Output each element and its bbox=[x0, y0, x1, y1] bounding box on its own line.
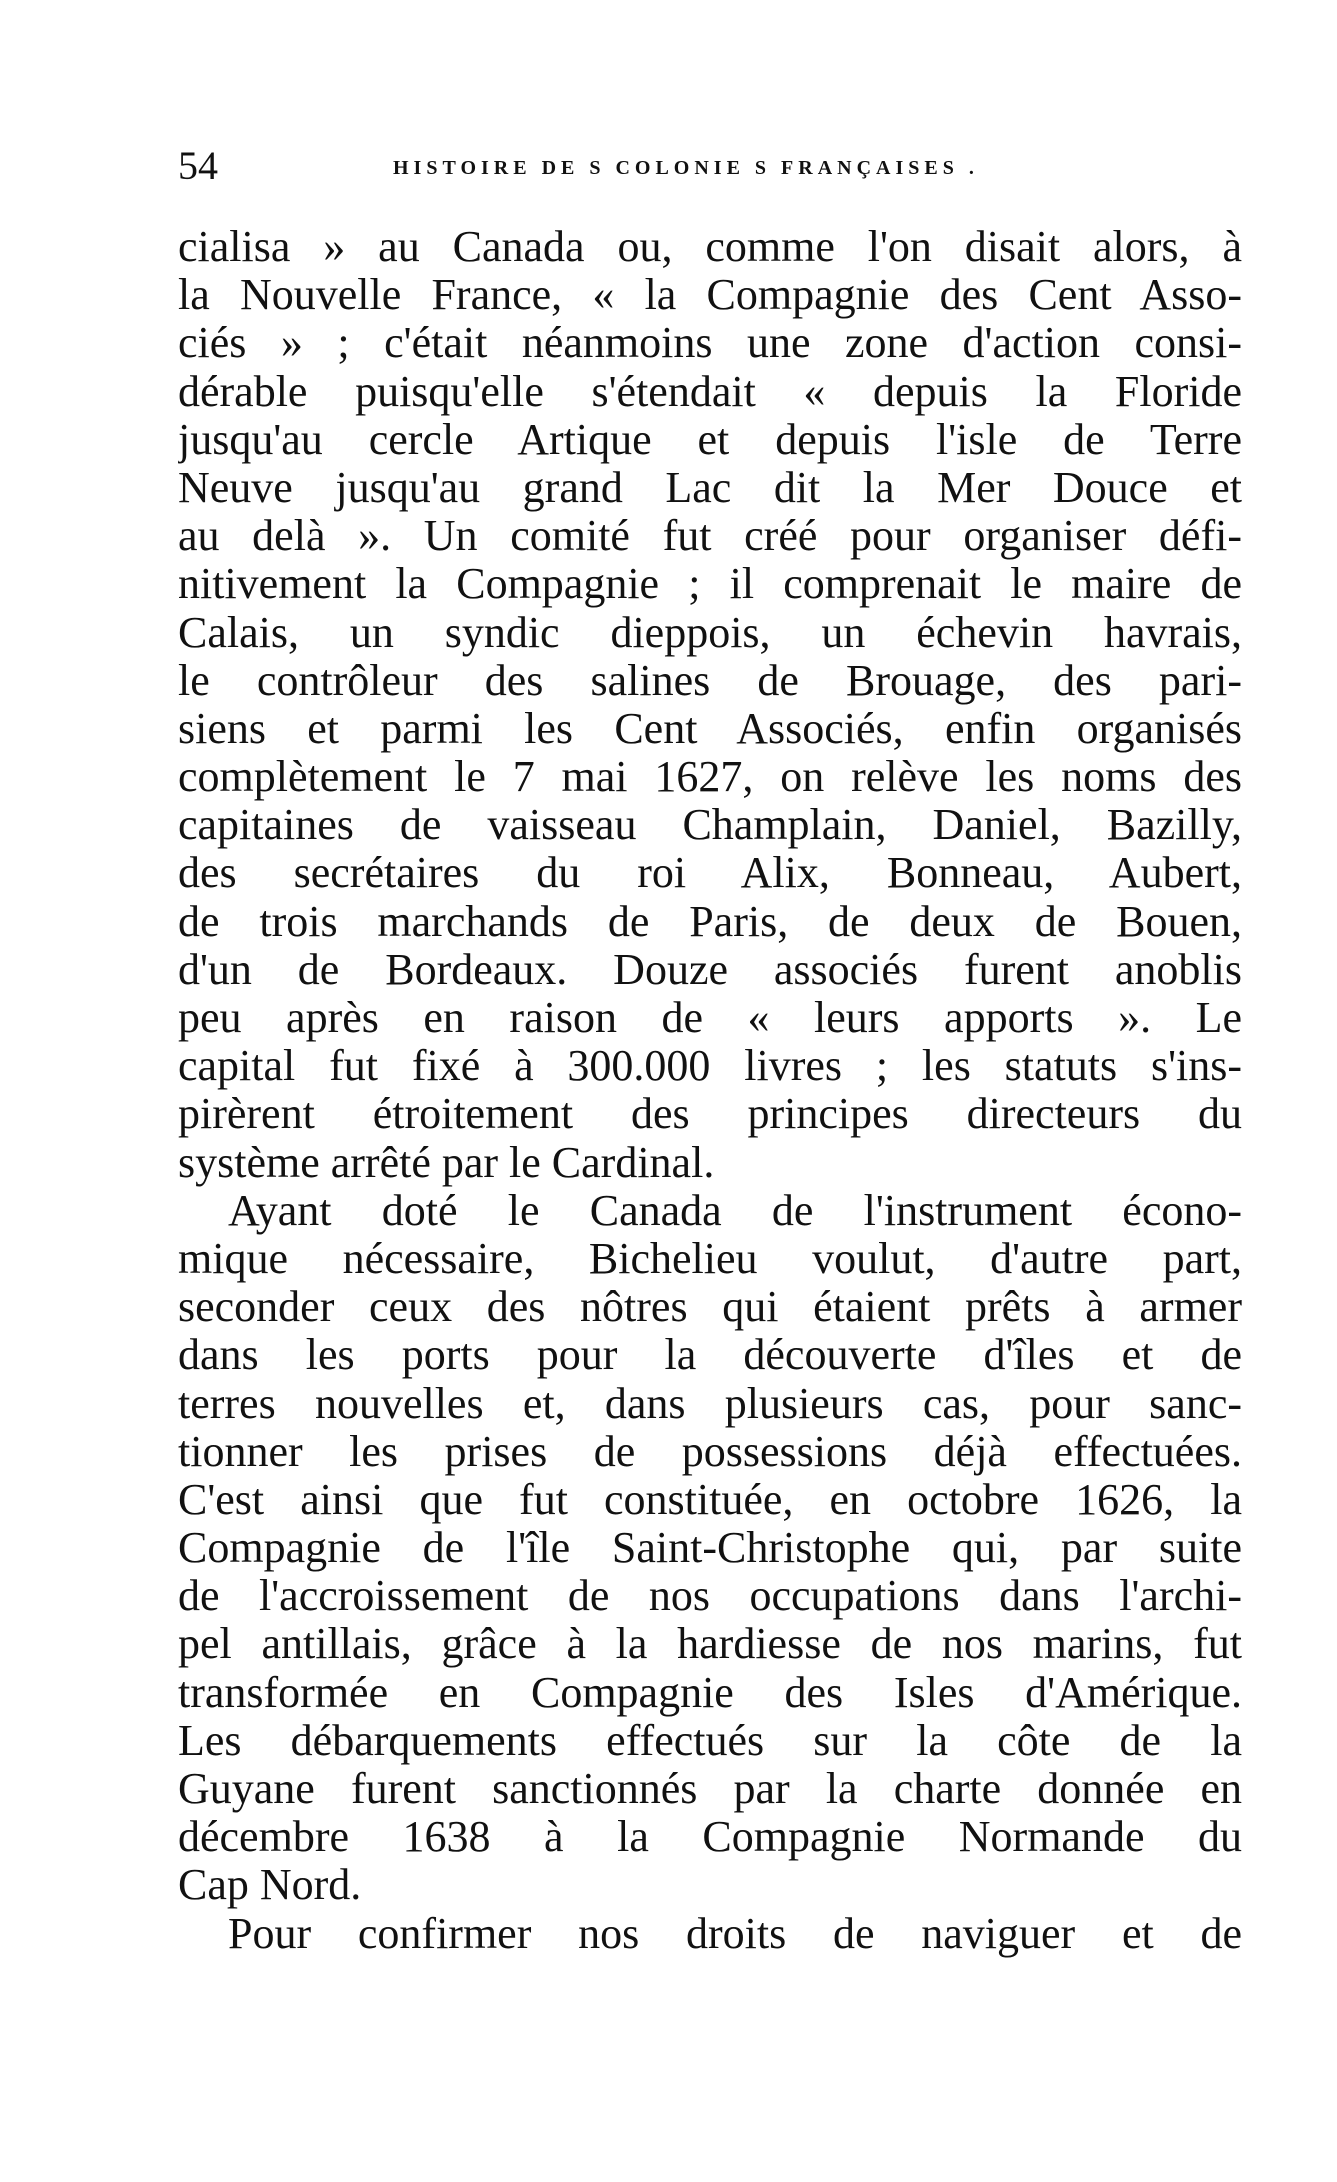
text-line: Neuve jusqu'au grand Lac dit la Mer Douce et bbox=[178, 463, 1242, 512]
text-line: Compagnie de l'île Saint-Christophe qui, par suite bbox=[178, 1524, 1242, 1573]
text-line: capitaines de vaisseau Champlain, Daniel, Bazilly, bbox=[178, 801, 1242, 850]
text-line: des secrétaires du roi Alix, Bonneau, Aubert, bbox=[178, 849, 1242, 898]
text-line: seconder ceux des nôtres qui étaient prêts à armer bbox=[178, 1283, 1242, 1332]
text-line: le contrôleur des salines de Brouage, des pari- bbox=[178, 656, 1242, 705]
text-line: tionner les prises de possessions déjà effectuées. bbox=[178, 1427, 1242, 1476]
text-line: C'est ainsi que fut constituée, en octobre 1626, la bbox=[178, 1475, 1242, 1524]
body-text bbox=[178, 223, 1242, 1958]
text-line: pirèrent étroitement des principes directeurs du bbox=[178, 1090, 1242, 1139]
text-line: transformée en Compagnie des Isles d'Amérique. bbox=[178, 1668, 1242, 1717]
text-line: dérable puisqu'elle s'étendait « depuis la Floride bbox=[178, 367, 1242, 416]
text-line: système arrêté par le Cardinal. bbox=[178, 1138, 715, 1187]
text-line: capital fut fixé à 300.000 livres ; les statuts s'ins- bbox=[178, 1042, 1242, 1091]
text-line: Ayant doté le Canada de l'instrument écono- bbox=[228, 1186, 1242, 1235]
text-line: de trois marchands de Paris, de deux de Bouen, bbox=[178, 897, 1242, 946]
text-line: siens et parmi les Cent Associés, enfin organisés bbox=[178, 704, 1242, 753]
text-line: de l'accroissement de nos occupations dans l'archi- bbox=[178, 1572, 1242, 1621]
text-line: pel antillais, grâce à la hardiesse de nos marins, fut bbox=[178, 1620, 1242, 1669]
text-line: complètement le 7 mai 1627, on relève les noms des bbox=[178, 753, 1242, 802]
text-line: mique nécessaire, Bichelieu voulut, d'autre part, bbox=[178, 1234, 1242, 1283]
text-line: d'un de Bordeaux. Douze associés furent anoblis bbox=[178, 945, 1242, 994]
page-number: 54 bbox=[178, 143, 218, 188]
text-line: Pour confirmer nos droits de naviguer et de bbox=[228, 1909, 1242, 1958]
page-header bbox=[178, 140, 1242, 200]
running-title: HISTOIRE DE S COLONIE S FRANÇAISES . bbox=[393, 157, 979, 179]
text-line: la Nouvelle France, « la Compagnie des Cent Asso- bbox=[178, 271, 1242, 320]
text-line: nitivement la Compagnie ; il comprenait le maire de bbox=[178, 560, 1242, 609]
text-line: dans les ports pour la découverte d'îles et de bbox=[178, 1331, 1242, 1380]
text-line: cialisa » au Canada ou, comme l'on disait alors, à bbox=[178, 223, 1242, 271]
text-line: peu après en raison de « leurs apports ». Le bbox=[178, 994, 1242, 1042]
text-line: Cap Nord. bbox=[178, 1861, 362, 1910]
text-line: décembre 1638 à la Compagnie Normande du bbox=[178, 1813, 1242, 1862]
text-line: Calais, un syndic dieppois, un échevin havrais, bbox=[178, 608, 1242, 657]
text-line: terres nouvelles et, dans plusieurs cas, pour sanc- bbox=[178, 1379, 1242, 1428]
text-line: Les débarquements effectués sur la côte de la bbox=[178, 1716, 1242, 1765]
text-line: Guyane furent sanctionnés par la charte donnée en bbox=[178, 1765, 1242, 1813]
text-line: jusqu'au cercle Artique et depuis l'isle de Terre bbox=[178, 415, 1242, 464]
text-line: au delà ». Un comité fut créé pour organiser défi- bbox=[178, 512, 1242, 561]
text-line: ciés » ; c'était néanmoins une zone d'action consi- bbox=[178, 319, 1242, 368]
